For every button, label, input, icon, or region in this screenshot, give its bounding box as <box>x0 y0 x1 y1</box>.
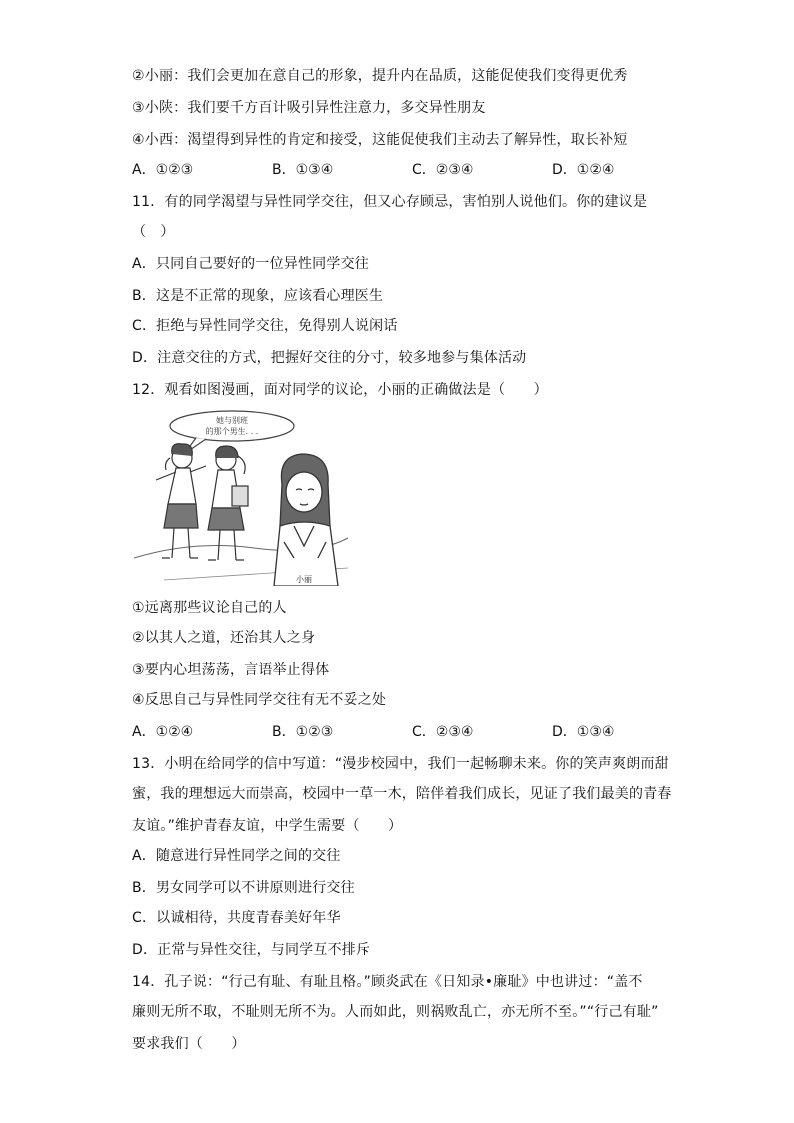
q13-option-b: B．男女同学可以不讲原则进行交往 <box>132 880 355 896</box>
q13-stem-line-2: 蜜，我的理想远大而崇高，校园中一草一木，陪伴着我们成长，见证了我们最美的青春 <box>132 786 672 802</box>
q14-stem-line-2: 廉则无所不取，不耻则无所不为。人而如此，则祸败乱亡，亦无所不至。”“行己有耻” <box>132 1004 659 1020</box>
q12-cartoon-image <box>134 408 348 586</box>
q14-stem-line-3: 要求我们（ ） <box>132 1036 246 1052</box>
q10-option-b: B．①③④ <box>272 162 334 178</box>
q10-option-c: C．②③④ <box>412 162 474 178</box>
q13-stem-line-1: 13．小明在给同学的信中写道：“漫步校园中，我们一起畅聊未来。你的笑声爽朗而甜 <box>132 756 669 772</box>
q12-statement-3: ③要内心坦荡荡，言语举止得体 <box>132 662 330 678</box>
q12-option-b: B．①②③ <box>272 724 334 740</box>
q13-stem-line-3: 友谊。”维护青春友谊，中学生需要（ ） <box>132 818 403 834</box>
q12-statement-2: ②以其人之道，还治其人之身 <box>132 630 316 646</box>
q13-option-d: D．正常与异性交往，与同学互不排斥 <box>132 942 371 958</box>
q11-option-d: D．注意交往的方式，把握好交往的分寸，较多地参与集体活动 <box>132 350 527 366</box>
q11-stem: 11．有的同学渴望与异性同学交往，但又心存顾忌，害怕别人说他们。你的建议是 <box>132 194 648 210</box>
q10-statement-2: ②小丽：我们会更加在意自己的形象，提升内在品质，这能促使我们变得更优秀 <box>132 68 628 84</box>
q12-statement-1: ①远离那些议论自己的人 <box>132 600 287 616</box>
q10-statement-3: ③小陕：我们要千方百计吸引异性注意力，多交异性朋友 <box>132 100 486 116</box>
xiaoli-figure <box>274 454 338 586</box>
q12-option-c: C．②③④ <box>412 724 474 740</box>
q11-stem-bracket: （ ） <box>132 224 175 240</box>
q10-option-a: A．①②③ <box>132 162 194 178</box>
q11-option-c: C．拒绝与异性同学交往，免得别人说闲话 <box>132 318 398 334</box>
q12-option-a: A．①②④ <box>132 724 194 740</box>
q13-option-a: A．随意进行异性同学之间的交往 <box>132 848 341 864</box>
q12-option-d: D．①③④ <box>552 724 615 740</box>
q12-stem: 12．观看如图漫画，面对同学的议论，小丽的正确做法是（ ） <box>132 382 548 398</box>
q12-statement-4: ④反思自己与异性同学交往有无不妥之处 <box>132 692 387 708</box>
q11-option-b: B．这是不正常的现象，应该看心理医生 <box>132 288 384 304</box>
q10-options <box>132 160 692 180</box>
q12-options <box>132 722 692 742</box>
q13-option-c: C．以诚相待，共度青春美好年华 <box>132 910 341 926</box>
bubble-text-2: 的那个男生. . . <box>205 427 259 436</box>
whispering-girl-left <box>156 444 206 558</box>
q11-option-a: A．只同自己要好的一位异性同学交往 <box>132 256 369 272</box>
q10-statement-4: ④小西：渴望得到异性的肯定和接受，这能促使我们主动去了解异性，取长补短 <box>132 132 628 148</box>
xiaoli-name-label: 小丽 <box>296 575 312 584</box>
bubble-text-1: 她与别班 <box>216 416 248 425</box>
whispering-girl-middle <box>208 446 248 560</box>
q14-stem-line-1: 14．孔子说：“行己有耻、有耻且格。”顾炎武在《日知录•廉耻》中也讲过：“盖不 <box>132 974 643 990</box>
q10-option-d: D．①②④ <box>552 162 615 178</box>
